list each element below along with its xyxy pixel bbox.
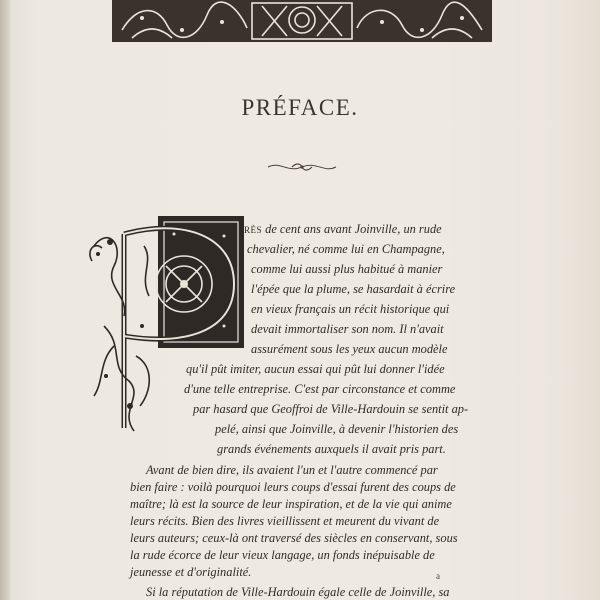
- text-line-14: bien faire : voilà pourquoi leurs coups d'essai furent des coups de: [130, 480, 456, 494]
- text-line-1-body: de cent ans avant Joinville, un rude: [265, 222, 442, 236]
- text-line-19: jeunesse et d'originalité.: [130, 565, 252, 579]
- text-line-11: pelé, ainsi que Joinville, à devenir l'historien des: [215, 422, 459, 436]
- page-title: PRÉFACE.: [241, 95, 359, 120]
- text-line-15: maître; là est la source de leur inspiration, et de la vie qui anime: [130, 497, 452, 511]
- text-line-4: l'épée que la plume, se hasardait à écrire: [251, 282, 456, 296]
- text-line-3: comme lui aussi plus habitué à manier: [251, 262, 443, 276]
- text-line-5: en vieux français un récit historique qui: [251, 302, 450, 316]
- title-ornament: [266, 160, 338, 174]
- text-line-13: Avant de bien dire, ils avaient l'un et l'autre commencé par: [146, 463, 438, 477]
- text-line-17: leurs auteurs; ceux-là ont traversé des siècles en conservant, sous: [130, 531, 458, 545]
- decorative-headband: [112, 0, 492, 42]
- text-line-8: qu'il pût imiter, aucun essai qui pût lui donner l'idée: [186, 362, 445, 376]
- text-line-9: d'une telle entreprise. C'est par circonstance et comme: [184, 382, 456, 396]
- page-gutter: [0, 0, 10, 600]
- first-word-rest: rès: [244, 222, 263, 236]
- text-line-7: assurément sous les yeux aucun modèle: [251, 342, 448, 356]
- text-line-6: devait immortaliser son nom. Il n'avait: [251, 322, 444, 336]
- signature-mark: a: [436, 571, 440, 581]
- text-line-10: par hasard que Geoffroi de Ville-Hardouin se sentit ap-: [193, 402, 469, 416]
- text-line-16: leurs récits. Bien des livres vieillissent et meurent du vivant de: [130, 514, 440, 528]
- text-line-2: chevalier, né comme lui en Champagne,: [247, 242, 445, 256]
- text-line-18: la rude écorce de leur vieux langage, un fonds inépuisable de: [130, 548, 435, 562]
- text-line-20: Si la réputation de Ville-Hardouin égale celle de Joinville, sa: [146, 585, 450, 599]
- text-line-12: grands événements auxquels il avait pris part.: [217, 442, 446, 456]
- text-line-1: [244, 221, 442, 237]
